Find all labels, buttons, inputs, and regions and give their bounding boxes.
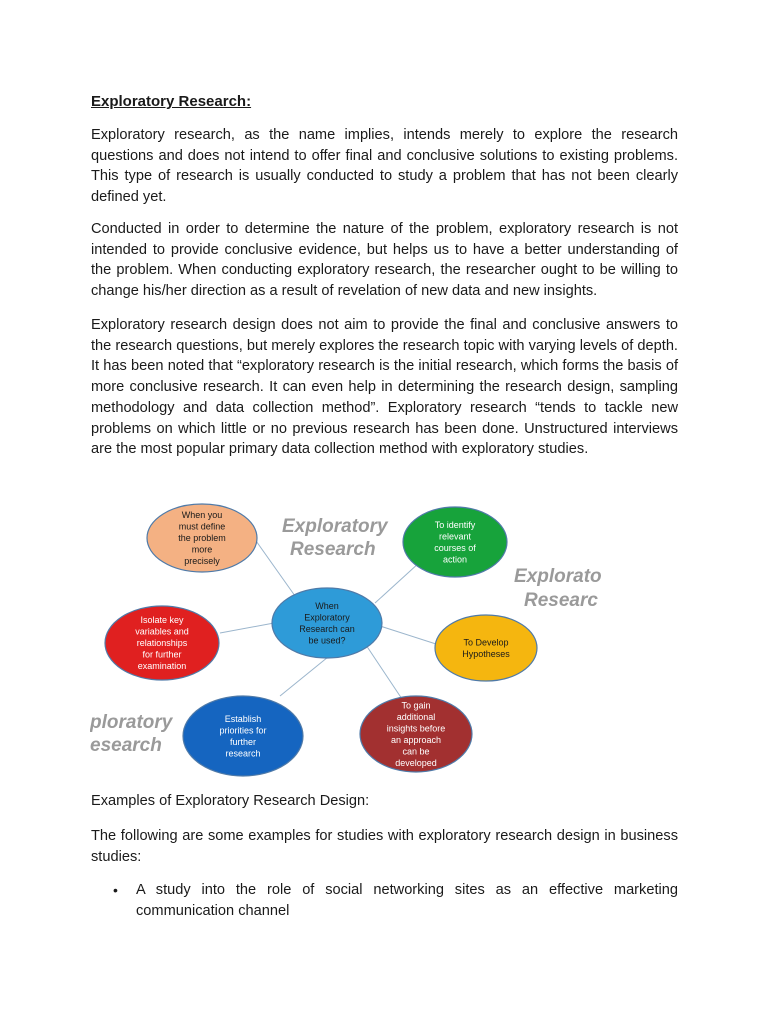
node-gain-insights-label-line: an approach [390,734,442,745]
paragraph-definition: Exploratory research, as the name implies, intends merely to explore the research questions and does not intend to offer final and conclusive solutions to existing problems. This type of research is usually conducted to study a problem that has not been clearly defined yet. [91,127,678,206]
node-identify-actions-label-line: To identify [434,519,476,530]
paragraph-design: Exploratory research design does not aim to provide the final and conclusive answers to the research questions, but merely explores the research topic with varying levels of depth. It has been noted that “exploratory research is the initial research, which forms the basis of more conclusive research. It can even help in determining the research design, sampling methodology and data collection method”. Exploratory research “tends to tackle new problems on which little or no previous research has been done. Unstructured interviews are the most popular primary data collection method with exploratory studies. [91,317,678,458]
node-establish-priorities-label-line: research [225,748,261,759]
node-gain-insights-label-line: can be [402,746,430,757]
node-develop-hypotheses [435,615,537,681]
node-gain-insights-label-line: additional [396,711,436,722]
node-isolate-variables [105,606,219,680]
node-establish-priorities-label-line: priorities for [219,725,267,736]
node-gain-insights-label-line: developed [395,757,437,768]
watermark-left-line2: esearch [90,735,162,756]
bullet-dot-icon: • [113,882,118,898]
node-isolate-variables-label-line: relationships [136,638,188,648]
section-heading: Exploratory Research: [91,93,252,110]
watermark-right-line2: Researc [524,590,598,611]
paragraph-purpose: Conducted in order to determine the nature of the problem, exploratory research is not intended to provide conclusive evidence, but helps us to have a better understanding of the problem. When conducting exploratory research, the researcher ought to be willing to change his/her direction as a result of revelation of new data and new insights. [91,221,678,300]
node-establish-priorities-label-line: further [229,736,257,747]
node-establish-priorities-label-line: Establish [224,713,262,724]
watermark-top-line1: Exploratory [282,516,388,537]
examples-list [91,880,678,921]
node-identify-actions-label-line: relevant [438,531,472,542]
node-center-question-label-line: Exploratory [304,612,350,623]
node-center-question-label-line: When [315,600,339,611]
list-item-text: A study into the role of social networking sites as an effective marketing communication channel [136,882,678,919]
node-center-question-label-line: be used? [308,635,346,646]
node-isolate-variables-label-line: for further [142,649,182,660]
node-define-problem-label-line: more [191,544,213,555]
node-establish-priorities [183,696,303,776]
node-identify-actions-label-line: courses of [434,542,476,553]
paragraph-examples-intro: The following are some examples for studies with exploratory research design in business studies: [91,828,678,865]
node-isolate-variables-label-line: Isolate key [140,615,184,625]
node-gain-insights [360,696,472,772]
node-define-problem [147,504,257,572]
list-item [91,880,678,921]
node-define-problem-label-line: must define [178,521,226,532]
node-develop-hypotheses-label-line: To Develop [463,637,509,648]
node-gain-insights-label-line: insights before [386,723,446,734]
watermark-left-line1: ploratory [90,712,173,733]
exploratory-research-diagram [90,498,610,780]
node-identify-actions [403,507,507,577]
node-isolate-variables-label-line: variables and [135,626,189,637]
node-center-question-label-line: Research can [299,623,355,634]
node-gain-insights-label-line: To gain [401,700,431,711]
node-identify-actions-label-line: action [442,554,468,565]
watermark-top-line2: Research [290,539,376,560]
node-develop-hypotheses-label-line: Hypotheses [462,648,510,659]
examples-heading: Examples of Exploratory Research Design: [91,793,370,809]
node-center-question [272,588,382,658]
node-define-problem-label-line: the problem [178,533,226,543]
node-define-problem-label-line: precisely [184,556,220,566]
node-define-problem-label-line: When you [181,510,223,520]
node-isolate-variables-label-line: examination [137,661,187,671]
watermark-right-line1: Explorato [514,566,602,587]
